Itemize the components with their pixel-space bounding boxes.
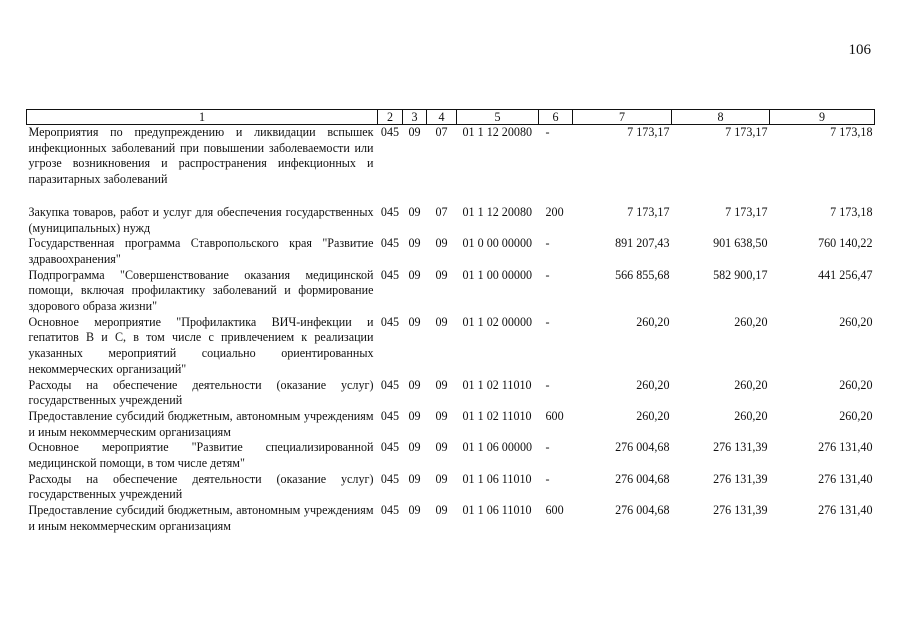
column-header: 9 (770, 110, 875, 125)
column-header: 7 (573, 110, 672, 125)
row-vr: 200 (545, 204, 564, 219)
row-ved: 045 (380, 314, 400, 329)
row-value-3: 276 131,40 (818, 440, 873, 455)
row-ved: 045 (380, 204, 400, 219)
row-rz: 09 (408, 408, 421, 423)
row-rz: 09 (408, 471, 421, 486)
row-value-3: 276 131,40 (818, 471, 873, 486)
row-rz: 09 (408, 503, 421, 518)
budget-table (26, 109, 875, 535)
row-name: Подпрограмма "Совершенствование оказания медицинской помощи, включая профилактику заболеваний и формирование здорового образа жизни" (28, 267, 374, 314)
row-rz: 09 (408, 267, 421, 282)
row-pr: 07 (435, 125, 448, 139)
row-ved: 045 (380, 440, 400, 455)
row-value-3: 260,20 (839, 314, 873, 329)
table-row (27, 315, 875, 378)
row-csr: 01 1 02 11010 (462, 408, 532, 423)
row-csr: 01 0 00 00000 (462, 236, 533, 251)
column-header: 6 (539, 110, 573, 125)
column-header: 2 (378, 110, 403, 125)
table-row (27, 378, 875, 409)
row-value-1: 260,20 (636, 408, 670, 423)
table-row (27, 503, 875, 534)
row-pr: 09 (435, 440, 448, 455)
row-name: Государственная программа Ставропольского края "Развитие здравоохранения" (28, 236, 374, 266)
row-value-1: 276 004,68 (615, 503, 670, 518)
row-pr: 09 (435, 236, 448, 251)
table-row (27, 409, 875, 440)
row-vr: - (545, 377, 550, 392)
row-value-2: 7 173,17 (725, 125, 768, 139)
table-row (27, 125, 875, 205)
row-rz: 09 (408, 236, 421, 251)
row-rz: 09 (408, 377, 421, 392)
table-header-row (27, 110, 875, 125)
row-value-2: 260,20 (734, 377, 768, 392)
row-csr: 01 1 02 00000 (462, 314, 533, 329)
row-value-3: 276 131,40 (818, 503, 873, 518)
row-value-1: 260,20 (636, 377, 670, 392)
row-value-2: 260,20 (734, 408, 768, 423)
row-csr: 01 1 06 00000 (462, 440, 533, 455)
table-row (27, 268, 875, 315)
row-name: Мероприятия по предупреждению и ликвидации вспышек инфекционных заболеваний при повышении заболеваемости или угрозе возникновения и распространения инфекционных и паразитарных заболеваний (28, 125, 374, 187)
row-name: Предоставление субсидий бюджетным, автономным учреждениям и иным некоммерческим организациям (28, 408, 374, 439)
column-header: 3 (403, 110, 427, 125)
row-pr: 09 (435, 503, 448, 518)
row-value-3: 760 140,22 (818, 236, 873, 251)
row-value-1: 7 173,17 (627, 204, 670, 219)
row-value-2: 7 173,17 (725, 204, 768, 219)
row-value-3: 441 256,47 (818, 267, 873, 282)
table-row (27, 440, 875, 471)
row-csr: 01 1 06 11010 (462, 471, 532, 486)
row-rz: 09 (408, 204, 421, 219)
table-row (27, 236, 875, 267)
row-value-3: 7 173,18 (830, 125, 873, 139)
row-ved: 045 (380, 471, 400, 486)
row-vr: 600 (545, 408, 564, 423)
row-vr: - (545, 471, 550, 486)
row-rz: 09 (408, 314, 421, 329)
row-csr: 01 1 06 11010 (462, 503, 532, 518)
row-ved: 045 (380, 267, 400, 282)
row-vr: - (545, 440, 550, 455)
row-vr: - (545, 314, 550, 329)
row-pr: 09 (435, 267, 448, 282)
row-vr: 600 (545, 503, 564, 518)
row-name: Расходы на обеспечение деятельности (оказание услуг) государственных учреждений (28, 471, 374, 502)
row-value-1: 260,20 (636, 314, 670, 329)
row-value-1: 276 004,68 (615, 440, 670, 455)
row-value-3: 260,20 (839, 377, 873, 392)
row-pr: 09 (435, 471, 448, 486)
row-csr: 01 1 02 11010 (462, 377, 532, 392)
row-value-2: 582 900,17 (713, 267, 768, 282)
row-csr: 01 1 00 00000 (462, 267, 533, 282)
row-name: Расходы на обеспечение деятельности (оказание услуг) государственных учреждений (28, 377, 374, 408)
row-pr: 09 (435, 314, 448, 329)
row-name: Основное мероприятие "Профилактика ВИЧ-инфекции и гепатитов В и С, в том числе с привлечением к реализации указанных мероприятий социально ориентированных некоммерческих организаций" (28, 314, 374, 376)
row-name: Предоставление субсидий бюджетным, автономным учреждениям и иным некоммерческим организациям (28, 503, 374, 533)
row-value-2: 276 131,39 (713, 503, 768, 518)
row-csr: 01 1 12 20080 (462, 204, 533, 219)
row-vr: - (545, 125, 550, 139)
row-pr: 07 (435, 204, 448, 219)
row-pr: 09 (435, 377, 448, 392)
column-header: 4 (427, 110, 457, 125)
row-rz: 09 (408, 440, 421, 455)
row-value-1: 566 855,68 (615, 267, 670, 282)
row-rz: 09 (408, 125, 421, 139)
row-value-2: 276 131,39 (713, 440, 768, 455)
table-row (27, 472, 875, 503)
row-name: Основное мероприятие "Развитие специализированной медицинской помощи, в том числе детям" (28, 440, 374, 471)
row-ved: 045 (380, 503, 400, 518)
row-pr: 09 (435, 408, 448, 423)
column-header: 5 (457, 110, 539, 125)
row-ved: 045 (380, 125, 400, 139)
row-ved: 045 (380, 377, 400, 392)
row-ved: 045 (380, 236, 400, 251)
row-name: Закупка товаров, работ и услуг для обеспечения государственных (муниципальных) нужд (28, 204, 374, 235)
row-value-2: 276 131,39 (713, 471, 768, 486)
row-ved: 045 (380, 408, 400, 423)
row-vr: - (545, 236, 550, 251)
column-header: 8 (672, 110, 770, 125)
row-value-1: 891 207,43 (615, 236, 670, 251)
row-value-2: 901 638,50 (713, 236, 768, 251)
column-header: 1 (27, 110, 378, 125)
row-value-3: 260,20 (839, 408, 873, 423)
row-csr: 01 1 12 20080 (462, 125, 533, 139)
table-row (27, 205, 875, 236)
row-value-2: 260,20 (734, 314, 768, 329)
row-value-1: 276 004,68 (615, 471, 670, 486)
row-value-1: 7 173,17 (627, 125, 670, 139)
row-value-3: 7 173,18 (830, 204, 873, 219)
page-number: 106 (848, 42, 871, 58)
row-vr: - (545, 267, 550, 282)
